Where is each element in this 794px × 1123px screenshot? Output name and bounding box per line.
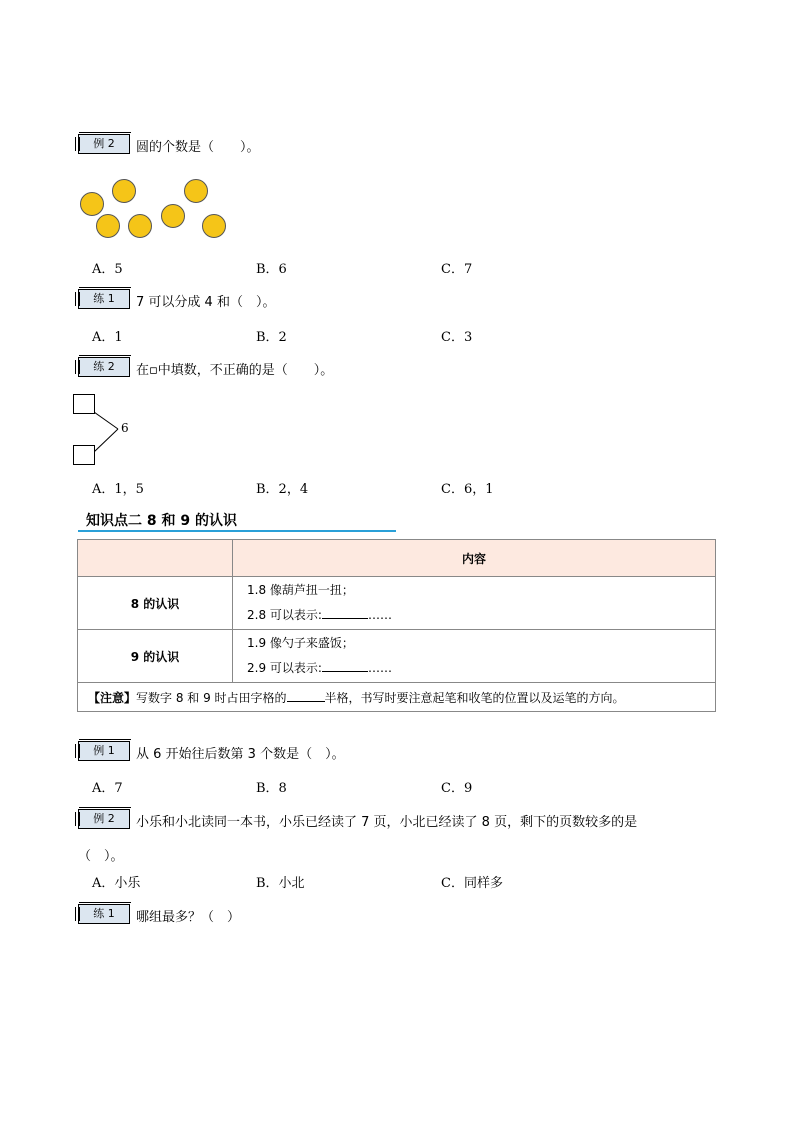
circle: [202, 214, 226, 238]
circle: [80, 192, 104, 216]
knowledge-table: [77, 539, 716, 712]
question-text: 从 6 开始往后数第 3 个数是（ ）。: [136, 747, 345, 762]
content-line: 1.8 像葫芦扭一扭；: [247, 583, 354, 597]
question-tag-practice-2: 练 2: [78, 357, 130, 377]
note-cell: [78, 683, 716, 712]
question-tag-example-2: 例 2: [78, 809, 130, 829]
question-text: 小乐和小北读同一本书，小乐已经读了 7 页，小北已经读了 8 页，剩下的页数较多的是: [136, 815, 638, 830]
table-row: [78, 630, 716, 683]
note-prefix: 写数字 8 和 9 时占田字格的: [136, 690, 287, 705]
option-c[interactable]: C．6，1: [441, 482, 494, 497]
total-number: 6: [121, 421, 129, 435]
option-c[interactable]: C．9: [441, 781, 473, 796]
option-b[interactable]: B．2: [256, 330, 287, 345]
option-b[interactable]: B．小北: [256, 876, 305, 891]
row-content: [233, 630, 716, 683]
content-line: 1.9 像勺子来盛饭；: [247, 636, 354, 650]
note-row: [78, 683, 716, 712]
blank-box[interactable]: [73, 394, 95, 414]
option-b[interactable]: B．8: [256, 781, 287, 796]
note-suffix: 半格，书写时要注意起笔和收笔的位置以及运笔的方向。: [324, 690, 625, 705]
branch-lines: [94, 400, 124, 460]
question-text-continued: （ ）。: [78, 849, 124, 864]
option-b[interactable]: B．6: [256, 262, 287, 277]
content-line: [247, 656, 714, 681]
question-tag-example-2: 例 2: [78, 134, 130, 154]
option-a[interactable]: A．小乐: [92, 876, 141, 891]
fill-blank[interactable]: [322, 661, 368, 672]
circle: [96, 214, 120, 238]
title-underline: [78, 530, 396, 532]
fill-blank[interactable]: [287, 691, 325, 702]
option-b[interactable]: B．2，4: [256, 482, 309, 497]
option-a[interactable]: A．5: [92, 262, 123, 277]
option-c[interactable]: C．7: [441, 262, 473, 277]
content-line-suffix: ……: [367, 661, 392, 675]
content-line-suffix: ……: [367, 608, 392, 622]
option-a[interactable]: A．1，5: [92, 482, 144, 497]
table-row: [78, 577, 716, 630]
option-c[interactable]: C．同样多: [441, 876, 503, 891]
question-tag-example-1: 例 1: [78, 741, 130, 761]
question-tag-practice-1: 练 1: [78, 904, 130, 924]
header-empty-cell: [78, 540, 233, 577]
fill-blank[interactable]: [322, 608, 368, 619]
question-text: 圆的个数是（ ）。: [136, 140, 260, 155]
content-line-prefix: 2.9 可以表示:: [247, 661, 322, 675]
content-line: [247, 603, 714, 628]
option-a[interactable]: A．1: [92, 330, 123, 345]
row-content: [233, 577, 716, 630]
row-label: 8 的认识: [78, 577, 233, 630]
option-a[interactable]: A．7: [92, 781, 123, 796]
blank-box[interactable]: [73, 445, 95, 465]
knowledge-point-title: 知识点二 8 和 9 的认识: [86, 513, 237, 529]
question-tag-practice-1: 练 1: [78, 289, 130, 309]
row-label: 9 的认识: [78, 630, 233, 683]
circle: [184, 179, 208, 203]
circle: [112, 179, 136, 203]
question-text: 7 可以分成 4 和（ ）。: [136, 295, 276, 310]
question-text: 哪组最多？（ ）: [136, 910, 241, 925]
circle: [128, 214, 152, 238]
circle: [161, 204, 185, 228]
content-line-prefix: 2.8 可以表示:: [247, 608, 322, 622]
header-content: 内容: [233, 540, 716, 577]
option-c[interactable]: C．3: [441, 330, 473, 345]
note-label: 【注意】: [88, 690, 137, 705]
question-text: 在▫中填数，不正确的是（ ）。: [136, 363, 334, 378]
table-header-row: [78, 540, 716, 577]
